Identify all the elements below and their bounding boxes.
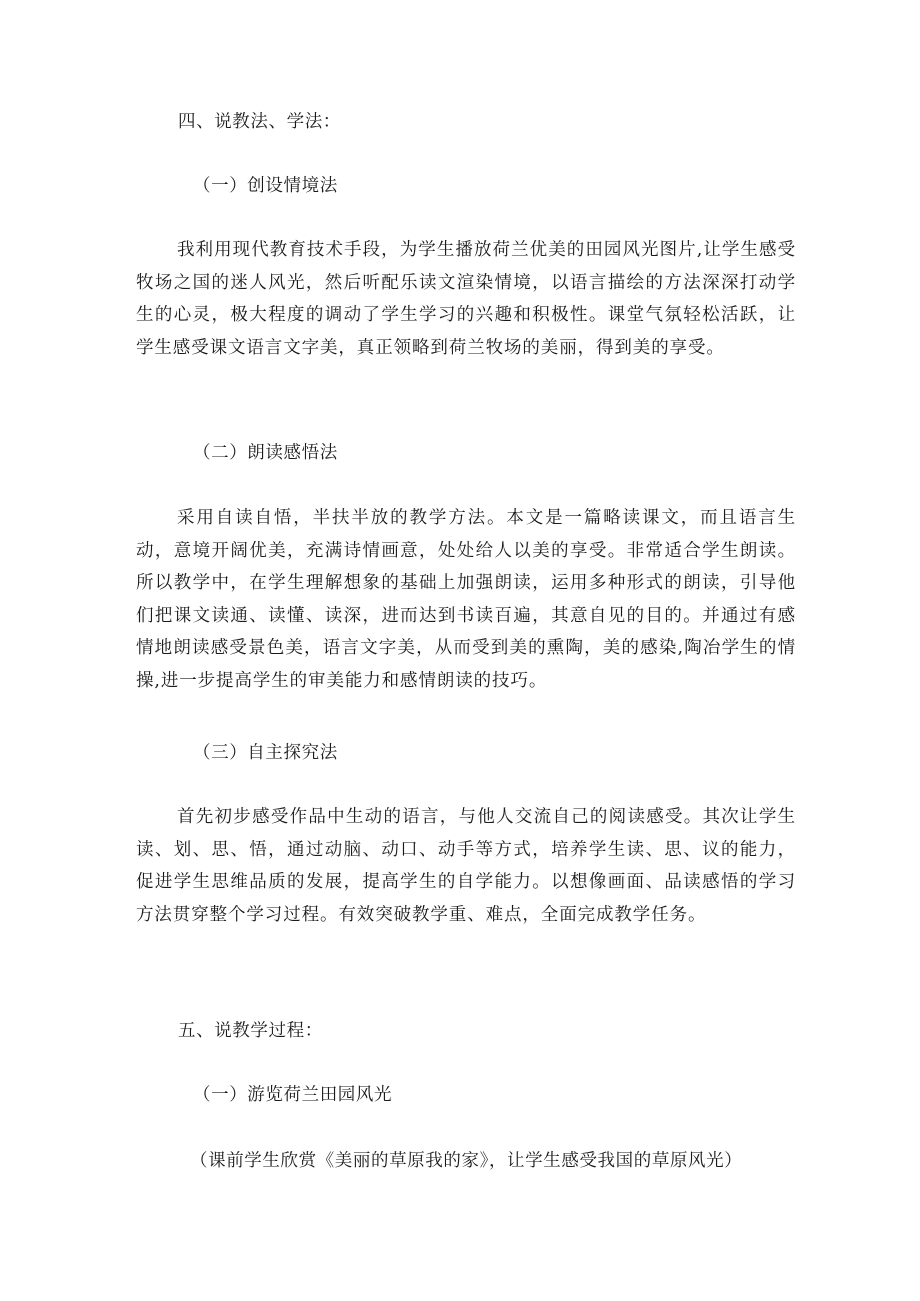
section-4-1-heading: （一）创设情境法 — [193, 176, 338, 196]
section-5-title: 五、说教学过程： — [178, 1021, 323, 1041]
section-4-3-heading: （三）自主探究法 — [193, 743, 338, 763]
section-4-1-body: 我利用现代教育技术手段，为学生播放荷兰优美的田园风光图片,让学生感受牧场之国的迷人风光，然后听配乐读文渲染情境，以语言描绘的方法深深打动学生的心灵，极大程度的调动了学生学习的兴趣和积极性。课堂气氛轻松活跃，让学生感受课文语言文字美，真正领略到荷兰牧场的美丽，得到美的享受。 — [136, 240, 796, 358]
section-4-2-body: 采用自读自悟，半扶半放的教学方法。本文是一篇略读课文，而且语言生动，意境开阔优美，充满诗情画意，处处给人以美的享受。非常适合学生朗读。所以教学中，在学生理解想象的基础上加强朗读，运用多种形式的朗读，引导他们把课文读通、读懂、读深，进而达到书读百遍，其意自见的目的。并通过有感情地朗读感受景色美，语言文字美，从而受到美的熏陶，美的感染,陶冶学生的情操,进一步提高学生的审美能力和感情朗读的技巧。 — [136, 508, 796, 691]
section-4-title: 四、说教法、学法： — [178, 112, 341, 132]
section-4-2-heading: （二）朗读感悟法 — [193, 443, 338, 463]
section-5-1-heading: （一）游览荷兰田园风光 — [193, 1085, 393, 1105]
section-4-3-body: 首先初步感受作品中生动的语言，与他人交流自己的阅读感受。其次让学生读、划、思、悟，通过动脑、动口、动手等方式，培养学生读、思、议的能力，促进学生思维品质的发展，提高学生的自学能力。以想像画面、品读感悟的学习方法贯穿整个学习过程。有效突破教学重、难点，全面完成教学任务。 — [136, 807, 796, 925]
section-5-1-body: （课前学生欣赏《美丽的草原我的家》，让学生感受我国的草原风光） — [190, 1151, 743, 1171]
